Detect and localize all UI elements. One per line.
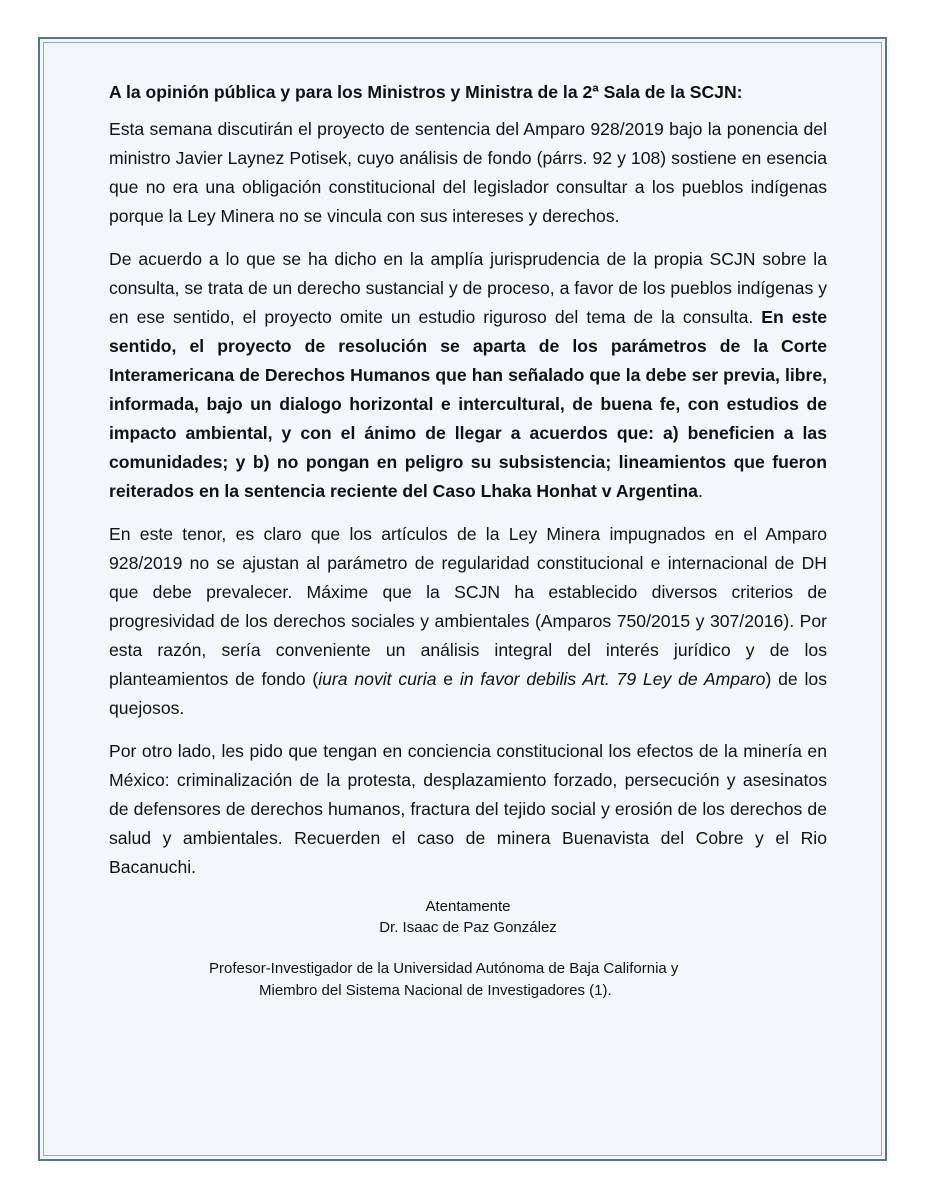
paragraph-3 [109, 520, 827, 723]
paragraph-2-bold-text: En este sentido, el proyecto de resolución se aparta de los parámetros de la Corte Interamericana de Derechos Humanos que han señalado que la debe ser previa, libre, informada, bajo un dialogo horizontal e intercultural, de buena fe, con estudios de impacto ambiental, y con el ánimo de llegar a acuerdos que: a) beneficien a las comunidades; y b) no pongan en peligro su subsistencia; lineamientos que fueron reiterados en la sentencia reciente del Caso Lhaka Honhat v Argentina [109, 307, 827, 501]
signature-block [109, 896, 827, 938]
affiliation-line-2: Miembro del Sistema Nacional de Investigadores (1). [259, 982, 612, 999]
signer-name: Dr. Isaac de Paz González [379, 919, 557, 936]
affiliation-line-1: Profesor-Investigador de la Universidad Autónoma de Baja California y [209, 960, 679, 977]
paragraph-3-text: En este tenor, es claro que los artículos de la Ley Minera impugnados en el Amparo 928/2019 no se ajustan al parámetro de regularidad constitucional e internacional de DH que debe prevalecer. Máxime que la SCJN ha establecido diversos criterios de progresividad de los derechos sociales y ambientales (Amparos 750/2015 y 307/2016). Por esta razón, sería conveniente un análisis integral del interés jurídico y de los planteamientos de fondo ( [109, 524, 827, 689]
paragraph-3-italic-2: in favor debilis Art. 79 Ley de Amparo [459, 669, 766, 689]
paragraph-2 [109, 245, 827, 506]
paragraph-1: Esta semana discutirán el proyecto de sentencia del Amparo 928/2019 bajo la ponencia del ministro Javier Laynez Potisek, cuyo análisis de fondo (párrs. 92 y 108) sostiene en esencia que no era una obligación constitucional del legislador consultar a los pueblos indígenas porque la Ley Minera no se vincula con sus intereses y derechos. [109, 119, 827, 226]
paragraph-3-mid: e [436, 669, 460, 689]
letter-body [109, 78, 827, 1002]
closing: Atentamente [425, 898, 511, 915]
affiliation [109, 958, 827, 1002]
paragraph-2-end: . [697, 481, 703, 501]
paragraph-3-italic-1: iura novit curia [318, 669, 437, 689]
paragraph-2-text: De acuerdo a lo que se ha dicho en la amplía jurisprudencia de la propia SCJN sobre la consulta, se trata de un derecho sustancial y de proceso, a favor de los pueblos indígenas y en ese sentido, el proyecto omite un estudio riguroso del tema de la consulta. [109, 249, 827, 327]
paragraph-3-end: ) de los quejosos. [109, 669, 827, 718]
paragraph-4: Por otro lado, les pido que tengan en conciencia constitucional los efectos de la minería en México: criminalización de la protesta, desplazamiento forzado, persecución y asesinatos de defensores de derechos humanos, fractura del tejido social y erosión de los derechos de salud y ambientales. Recuerden el caso de minera Buenavista del Cobre y el Rio Bacanuchi. [109, 741, 827, 877]
letter-heading: A la opinión pública y para los Ministros y Ministra de la 2ª Sala de la SCJN: [109, 82, 743, 102]
